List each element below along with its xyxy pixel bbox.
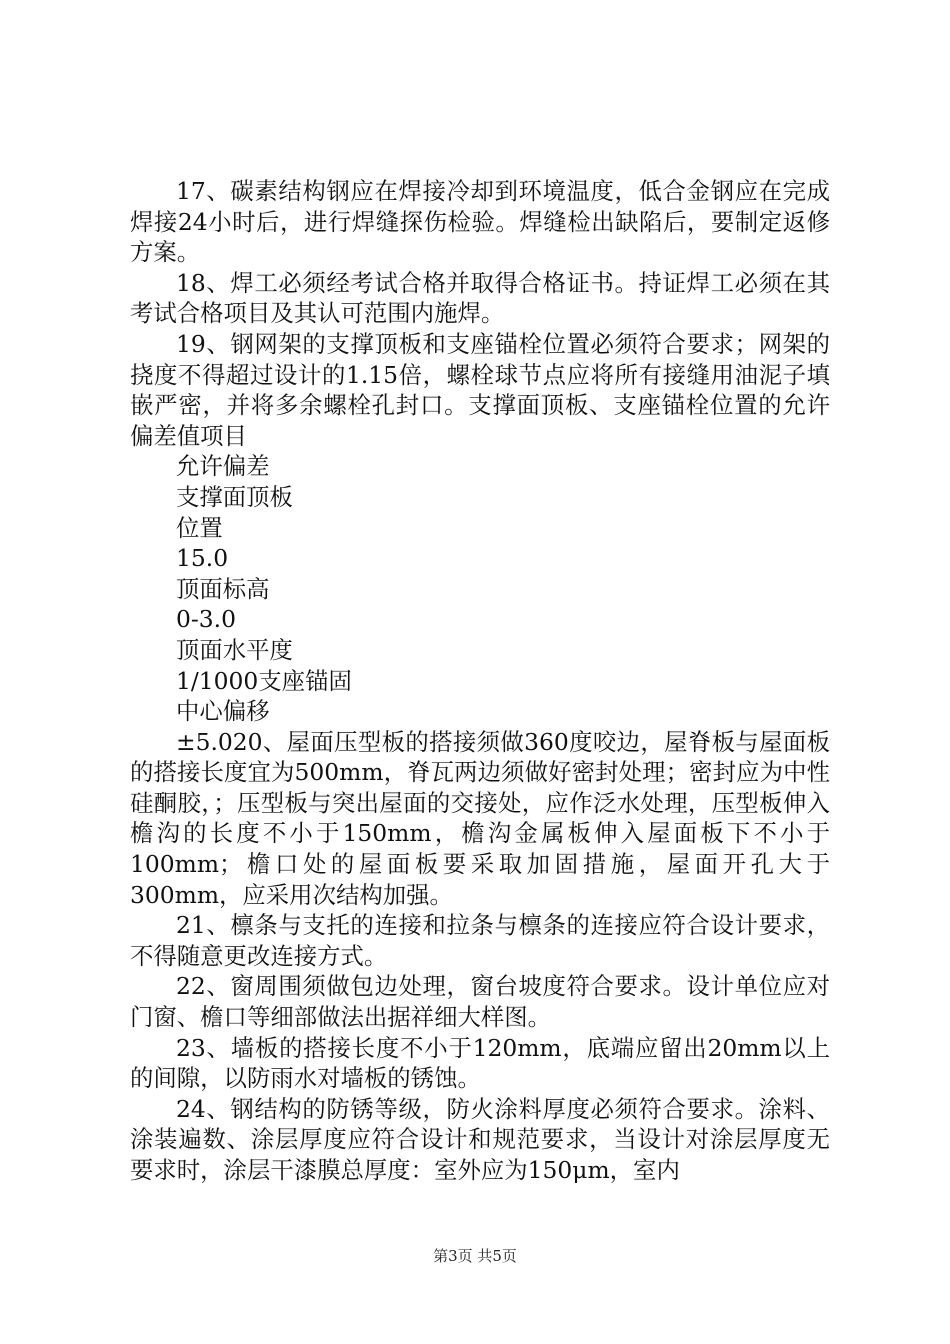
- table-line: 1/1000支座锚固: [176, 666, 352, 695]
- table-line: 0-3.0: [176, 605, 236, 634]
- paragraph-22: 22、窗周围须做包边处理，窗台坡度符合要求。设计单位应对门窗、檐口等细部做法出据祥细大样图。: [130, 972, 830, 1032]
- table-line: 中心偏移: [176, 697, 270, 726]
- paragraph-19: 19、钢网架的支撑顶板和支座锚栓位置必须符合要求；网架的挠度不得超过设计的1.15倍，螺栓球节点应将所有接缝用油泥子填嵌严密，并将多余螺栓孔封口。支撑面顶板、支座锚栓位置的允许偏差值项目: [130, 329, 830, 450]
- paragraph-18: 18、焊工必须经考试合格并取得合格证书。持证焊工必须在其考试合格项目及其认可范围内施焊。: [130, 268, 830, 328]
- paragraph-21: 21、檩条与支托的连接和拉条与檩条的连接应符合设计要求，不得随意更改连接方式。: [130, 911, 830, 970]
- paragraph-23: 23、墙板的搭接长度不小于120mm，底端应留出20mm以上的间隙，以防雨水对墙板的锈蚀。: [130, 1033, 830, 1093]
- paragraph-17: 17、碳素结构钢应在焊接冷却到环境温度，低合金钢应在完成焊接24小时后，进行焊缝探伤检验。焊缝检出缺陷后，要制定返修方案。: [130, 177, 830, 267]
- paragraph-24: 24、钢结构的防锈等级，防火涂料厚度必须符合要求。涂料、涂装遍数、涂层厚度应符合设计和规范要求，当设计对涂层厚度无要求时，涂层干漆膜总厚度：室外应为150μm，室内: [130, 1094, 830, 1184]
- table-line: 顶面水平度: [176, 635, 293, 664]
- table-line: 支撑面顶板: [176, 482, 293, 511]
- paragraph-20: ±5.020、屋面压型板的搭接须做360度咬边，屋脊板与屋面板的搭接长度宜为500mm，脊瓦两边须做好密封处理；密封应为中性硅酮胶，；压型板与突出屋面的交接处，应作泛水处理，压型板伸入檐沟的长度不小于150mm，檐沟金属板伸入屋面板下不小于100mm；檐口处的屋面板要采取加固措施，屋面开孔大于300mm，应采用次结构加强。: [130, 727, 830, 909]
- table-line: 允许偏差: [176, 452, 270, 481]
- table-line: 位置: [176, 513, 223, 542]
- page-footer: 第3页 共5页: [433, 1247, 517, 1265]
- body-text: [130, 176, 830, 1186]
- table-line: 顶面标高: [176, 574, 270, 603]
- table-line: 15.0: [176, 544, 229, 573]
